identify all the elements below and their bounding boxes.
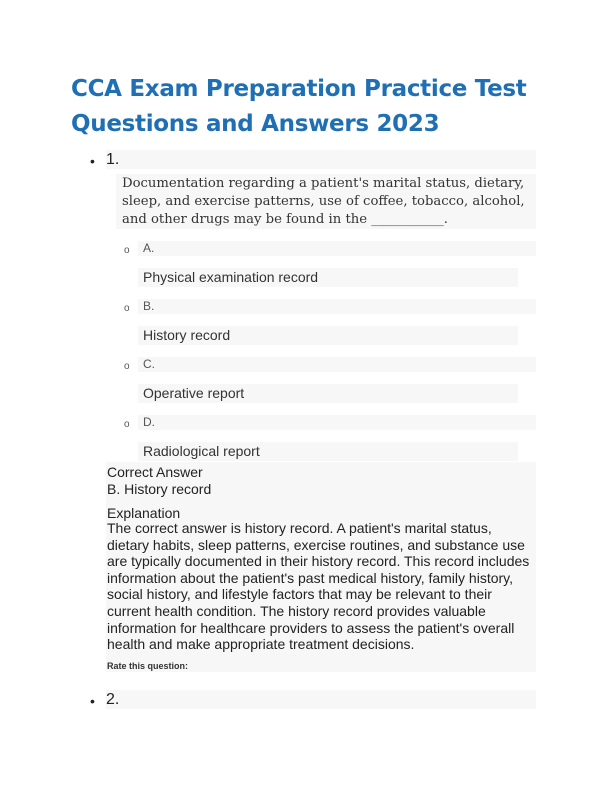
document-title: CCA Exam Preparation Practice Test Questions and Answers 2023	[71, 76, 527, 137]
option-bullet: o	[124, 245, 130, 256]
option-bullet: o	[124, 361, 130, 372]
option-bullet: o	[124, 303, 130, 314]
question-number: 1.	[106, 150, 536, 169]
option-bullet: o	[124, 419, 130, 430]
rate-question-label[interactable]: Rate this question:	[107, 661, 189, 671]
option-text-d[interactable]: Radiological report	[138, 442, 518, 461]
option-letter-d: D.	[138, 415, 536, 430]
explanation-text: The correct answer is history record. A patient's marital status, dietary habits, sleep patterns, exercise routines, and substance use are typically documented in their history record. This record includes information about the patient's past medical history, family history, social history, and lifestyle factors that may be relevant to their current health condition. The history record provides valuable information for healthcare providers to assess the patient's overall health and make appropriate treatment decisions.	[107, 520, 530, 653]
correct-answer-value: B. History record	[107, 481, 212, 497]
option-letter-a: A.	[138, 241, 536, 256]
option-letter-b: B.	[138, 299, 536, 314]
question-number: 2.	[106, 690, 536, 709]
correct-answer-label: Correct Answer	[107, 464, 203, 480]
explanation-label: Explanation	[107, 505, 181, 521]
option-text-b[interactable]: History record	[138, 326, 518, 345]
option-text-c[interactable]: Operative report	[138, 384, 518, 403]
list-bullet: •	[90, 153, 95, 169]
list-bullet: •	[90, 693, 95, 709]
option-text-a[interactable]: Physical examination record	[138, 268, 518, 287]
question-text: Documentation regarding a patient's marital status, dietary, sleep, and exercise patterns, use of coffee, tobacco, alcohol, and other drugs may be found in the ___________.	[116, 174, 536, 229]
option-letter-c: C.	[138, 357, 536, 372]
